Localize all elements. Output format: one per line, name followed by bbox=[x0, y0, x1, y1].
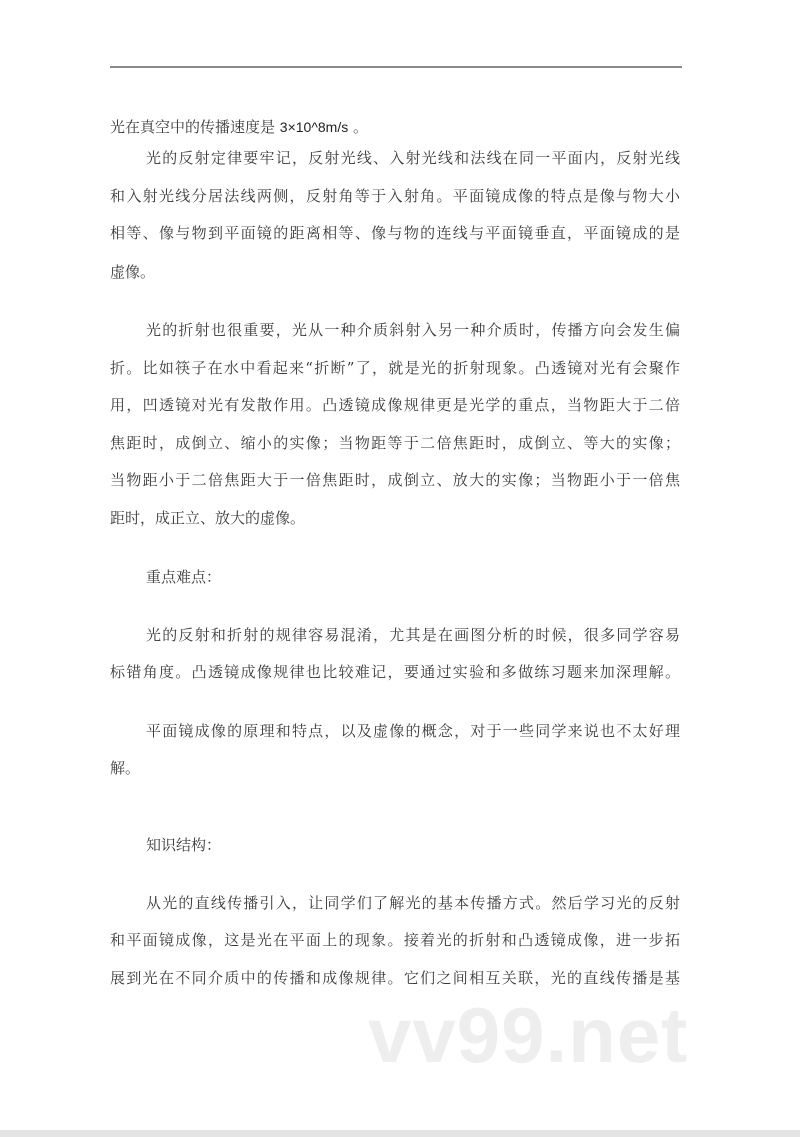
section-heading: 重点难点： bbox=[146, 568, 222, 586]
first-line-text: 光在真空中的传播速度是 bbox=[110, 118, 276, 136]
paragraph-line: 虚像。 bbox=[110, 263, 156, 281]
paragraph-line: 光的反射定律要牢记，反射光线、入射光线和法线在同一平面内，反射光线 bbox=[146, 149, 680, 167]
first-line bbox=[110, 117, 680, 137]
paragraph-line: 当物距小于二倍焦距大于一倍焦距时，成倒立、放大的实像；当物距小于一倍焦 bbox=[110, 471, 680, 489]
paragraph-line: 和入射光线分居法线两侧，反射角等于入射角。平面镜成像的特点是像与物大小 bbox=[110, 187, 680, 205]
paragraph-line: 折。比如筷子在水中看起来“折断”了，就是光的折射现象。凸透镜对光有会聚作 bbox=[110, 359, 680, 377]
paragraph-line: 光的反射和折射的规律容易混淆，尤其是在画图分析的时候，很多同学容易 bbox=[146, 626, 680, 644]
paragraph-line: 标错角度。凸透镜成像规律也比较难记，要通过实验和多做练习题来加深理解。 bbox=[110, 663, 680, 681]
page-bottom-edge bbox=[0, 1130, 800, 1137]
paragraph-line: 解。 bbox=[110, 759, 141, 777]
header-rule bbox=[110, 66, 682, 68]
watermark: vv99.net bbox=[368, 991, 689, 1079]
paragraph-line: 焦距时，成倒立、缩小的实像；当物距等于二倍焦距时，成倒立、等大的实像； bbox=[110, 434, 680, 452]
paragraph-line: 从光的直线传播引入，让同学们了解光的基本传播方式。然后学习光的反射 bbox=[146, 894, 680, 912]
first-line-end: 。 bbox=[353, 118, 369, 136]
speed-value: 3×10^8m/s bbox=[279, 119, 349, 135]
paragraph-line: 相等、像与物到平面镜的距离相等、像与物的连线与平面镜垂直，平面镜成的是 bbox=[110, 224, 680, 242]
paragraph-line: 距时，成正立、放大的虚像。 bbox=[110, 509, 306, 527]
paragraph-line: 用，凹透镜对光有发散作用。凸透镜成像规律更是光学的重点，当物距大于二倍 bbox=[110, 396, 680, 414]
paragraph-line: 展到光在不同介质中的传播和成像规律。它们之间相互关联，光的直线传播是基 bbox=[110, 969, 680, 987]
section-heading: 知识结构： bbox=[146, 836, 222, 854]
paragraph-line: 和平面镜成像，这是光在平面上的现象。接着光的折射和凸透镜成像，进一步拓 bbox=[110, 931, 680, 949]
paragraph-line: 光的折射也很重要，光从一种介质斜射入另一种介质时，传播方向会发生偏 bbox=[146, 321, 680, 339]
paragraph-line: 平面镜成像的原理和特点，以及虚像的概念，对于一些同学来说也不太好理 bbox=[146, 722, 680, 740]
